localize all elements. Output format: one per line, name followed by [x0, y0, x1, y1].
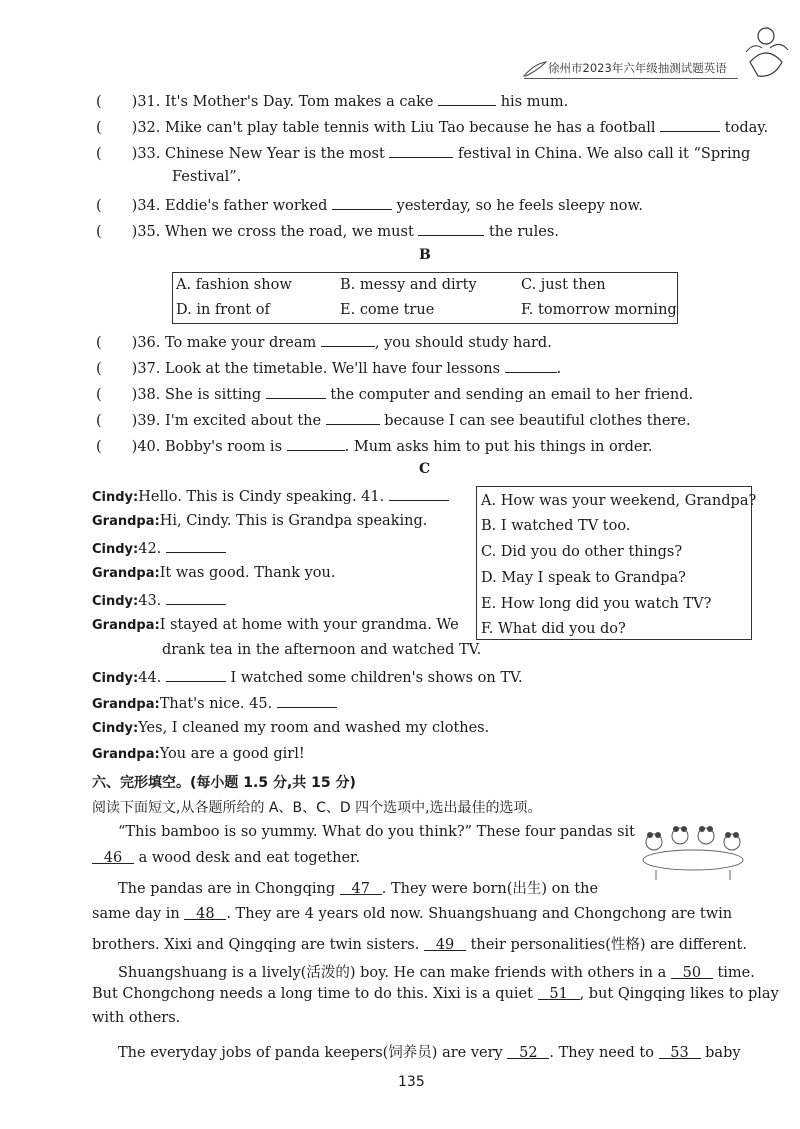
passage-text: . They are 4 years old now. Shuangshuang and Chongchong are twin — [226, 906, 733, 922]
speaker: Cindy: — [92, 542, 139, 557]
blank-51[interactable]: 51 — [538, 986, 580, 1000]
dialogue-text: It was good. Thank you. — [159, 565, 336, 581]
question-32 — [96, 118, 768, 136]
question-38 — [96, 385, 693, 403]
question-text: today. — [724, 120, 769, 136]
question-33 — [96, 144, 750, 162]
question-40 — [96, 437, 652, 455]
question-text: Look at the timetable. We'll have four lessons — [165, 361, 501, 377]
question-39 — [96, 411, 691, 429]
question-text: . Mum asks him to put his things in order. — [344, 439, 653, 455]
dialogue-line-5 — [92, 591, 226, 609]
option-c — [521, 277, 606, 293]
part-c-option-c: C. Did you do other things? — [481, 544, 683, 560]
passage-text: But Chongchong needs a long time to do this. Xixi is a quiet — [92, 986, 533, 1002]
option-text: just then — [540, 277, 606, 293]
option-text: tomorrow morning — [538, 302, 677, 318]
blank-53[interactable]: 53 — [659, 1045, 701, 1059]
passage-text: a wood desk and eat together. — [138, 850, 360, 866]
page-number: 135 — [398, 1074, 425, 1090]
blank-46[interactable]: 46 — [92, 850, 134, 864]
question-35 — [96, 222, 559, 240]
answer-blank[interactable] — [266, 385, 326, 399]
dialogue-text: That's nice. 45. — [159, 696, 273, 712]
speaker: Grandpa: — [92, 618, 160, 633]
passage-line-8: with others. — [92, 1010, 181, 1026]
passage-text: Shuangshuang is a lively(活泼的) boy. He can make friends with others in a — [118, 965, 667, 981]
passage-line-6 — [118, 961, 755, 982]
section-c-label: C — [419, 461, 431, 477]
speaker: Cindy: — [92, 671, 139, 686]
dialogue-text: Yes, I cleaned my room and washed my clothes. — [138, 720, 490, 736]
speaker: Cindy: — [92, 594, 139, 609]
dialogue-text: Hello. This is Cindy speaking. 41. — [138, 489, 385, 505]
passage-text: time. — [717, 965, 755, 981]
dialogue-text: drank tea in the afternoon and watched TV. — [162, 642, 482, 658]
question-text: festival in China. We also call it “Spring — [458, 146, 751, 162]
question-number: )32. — [131, 120, 161, 136]
pandas-illustration — [636, 820, 750, 882]
question-text: She is sitting — [165, 387, 262, 403]
option-key: E. — [340, 302, 356, 318]
option-b — [340, 277, 477, 293]
question-number: )34. — [131, 198, 161, 214]
question-text: When we cross the road, we must — [165, 224, 414, 240]
speaker: Grandpa: — [92, 566, 160, 581]
passage-line-5 — [92, 933, 747, 954]
answer-paren[interactable]: ( — [96, 94, 102, 110]
answer-blank[interactable] — [438, 92, 496, 106]
mascot-icon — [740, 22, 792, 84]
dialogue-text: Hi, Cindy. This is Grandpa speaking. — [159, 513, 428, 529]
question-text: Eddie's father worked — [165, 198, 328, 214]
option-text: in front of — [196, 302, 270, 318]
answer-blank[interactable] — [389, 487, 449, 501]
passage-text: The pandas are in Chongqing — [118, 881, 336, 897]
answer-paren[interactable]: ( — [96, 439, 102, 455]
speaker: Grandpa: — [92, 697, 160, 712]
speaker: Cindy: — [92, 490, 139, 505]
option-a — [176, 277, 292, 293]
answer-paren[interactable]: ( — [96, 335, 102, 351]
dialogue-line-1 — [92, 487, 449, 505]
answer-blank[interactable] — [660, 118, 720, 132]
option-key: A. — [176, 277, 192, 293]
answer-blank[interactable] — [505, 359, 557, 373]
answer-blank[interactable] — [418, 222, 484, 236]
question-text: , you should study hard. — [374, 335, 552, 351]
blank-47[interactable]: 47 — [340, 881, 382, 895]
option-d — [176, 302, 270, 318]
answer-blank[interactable] — [166, 591, 226, 605]
dialogue-line-9 — [92, 720, 489, 736]
part-c-option-a: A. How was your weekend, Grandpa? — [481, 493, 757, 509]
question-text: his mum. — [500, 94, 569, 110]
question-text: the rules. — [488, 224, 559, 240]
answer-paren[interactable]: ( — [96, 198, 102, 214]
question-34 — [96, 196, 643, 214]
question-36 — [96, 333, 552, 351]
answer-blank[interactable] — [166, 539, 226, 553]
option-key: D. — [176, 302, 192, 318]
question-number: )38. — [131, 387, 161, 403]
question-number: )36. — [131, 335, 161, 351]
question-text: yesterday, so he feels sleepy now. — [396, 198, 643, 214]
answer-blank[interactable] — [389, 144, 453, 158]
dialogue-line-2 — [92, 513, 427, 529]
option-text: come true — [359, 302, 435, 318]
passage-text: baby — [705, 1045, 741, 1061]
question-text: Mike can't play table tennis with Liu Tao because he has a football — [165, 120, 656, 136]
question-text: Chinese New Year is the most — [165, 146, 385, 162]
option-key: F. — [521, 302, 534, 318]
dialogue-line-7 — [92, 668, 523, 686]
question-text: It's Mother's Day. Tom makes a cake — [165, 94, 434, 110]
answer-paren[interactable]: ( — [96, 146, 102, 162]
passage-line-2 — [92, 850, 360, 866]
passage-text: brothers. Xixi and Qingqing are twin sisters. — [92, 937, 420, 953]
dialogue-text: You are a good girl! — [159, 746, 305, 762]
dialogue-text: I stayed at home with your grandma. We — [159, 617, 459, 633]
question-number: )33. — [131, 146, 161, 162]
question-text: Bobby's room is — [165, 439, 283, 455]
passage-text: , but Qingqing likes to play — [579, 986, 779, 1002]
answer-blank[interactable] — [332, 196, 392, 210]
dialogue-text: 44. — [138, 670, 162, 686]
question-number: )39. — [131, 413, 161, 429]
passage-text: their personalities(性格) are different. — [470, 937, 747, 953]
question-number: )31. — [131, 94, 161, 110]
question-37 — [96, 359, 561, 377]
dialogue-line-6-cont — [162, 642, 481, 658]
part-c-option-f: F. What did you do? — [481, 621, 626, 637]
passage-line-9 — [118, 1041, 741, 1062]
dialogue-line-8 — [92, 694, 337, 712]
feather-icon — [522, 60, 548, 78]
part-c-option-d: D. May I speak to Grandpa? — [481, 570, 686, 586]
blank-50[interactable]: 50 — [671, 965, 713, 979]
passage-line-1: “This bamboo is so yummy. What do you think?” These four pandas sit — [118, 824, 636, 840]
option-text: messy and dirty — [359, 277, 477, 293]
section-6-title: 六、完形填空。(每小题 1.5 分,共 15 分) — [92, 775, 356, 791]
speaker: Grandpa: — [92, 747, 160, 762]
dialogue-line-4 — [92, 565, 335, 581]
answer-paren[interactable]: ( — [96, 387, 102, 403]
passage-text: . They were born(出生) on the — [381, 881, 599, 897]
question-text: because I can see beautiful clothes there. — [384, 413, 691, 429]
answer-blank[interactable] — [166, 668, 226, 682]
part-c-option-e: E. How long did you watch TV? — [481, 596, 712, 612]
answer-blank[interactable] — [287, 437, 345, 451]
question-text: the computer and sending an email to her friend. — [330, 387, 694, 403]
section-6-instruction: 阅读下面短文,从各题所给的 A、B、C、D 四个选项中,选出最佳的选项。 — [92, 800, 542, 816]
question-number: )35. — [131, 224, 161, 240]
answer-paren[interactable]: ( — [96, 224, 102, 240]
header-text: 徐州市2023年六年级抽测试题英语 — [548, 61, 727, 75]
option-text: fashion show — [195, 277, 292, 293]
passage-text: same day in — [92, 906, 180, 922]
answer-blank[interactable] — [277, 694, 337, 708]
dialogue-text: 43. — [138, 593, 162, 609]
question-text: To make your dream — [165, 335, 317, 351]
header-rule — [524, 78, 738, 79]
section-b-label: B — [419, 247, 431, 263]
blank-48[interactable]: 48 — [184, 906, 226, 920]
passage-line-3 — [118, 877, 598, 898]
answer-blank[interactable] — [326, 411, 380, 425]
question-number: )37. — [131, 361, 161, 377]
passage-line-4 — [92, 906, 732, 922]
passage-line-7 — [92, 986, 779, 1002]
answer-paren[interactable]: ( — [96, 361, 102, 377]
question-text: Festival”. — [172, 169, 242, 185]
blank-49[interactable]: 49 — [424, 937, 466, 951]
page-header — [548, 60, 727, 76]
option-f — [521, 302, 677, 318]
passage-text: . They need to — [549, 1045, 654, 1061]
question-33-cont — [172, 169, 241, 185]
dialogue-line-3 — [92, 539, 226, 557]
dialogue-text: 42. — [138, 541, 162, 557]
answer-paren[interactable]: ( — [96, 413, 102, 429]
passage-text: The everyday jobs of panda keepers(饲养员) are very — [118, 1045, 503, 1061]
option-e — [340, 302, 434, 318]
speaker: Grandpa: — [92, 514, 160, 529]
part-c-options-box — [476, 486, 752, 640]
question-text: . — [556, 361, 562, 377]
option-key: C. — [521, 277, 537, 293]
answer-blank[interactable] — [321, 333, 375, 347]
question-number: )40. — [131, 439, 161, 455]
blank-52[interactable]: 52 — [507, 1045, 549, 1059]
part-c-option-b: B. I watched TV too. — [481, 518, 631, 534]
dialogue-line-6 — [92, 617, 459, 633]
question-text: I'm excited about the — [165, 413, 322, 429]
dialogue-text: I watched some children's shows on TV. — [230, 670, 523, 686]
answer-paren[interactable]: ( — [96, 120, 102, 136]
speaker: Cindy: — [92, 721, 139, 736]
dialogue-line-10 — [92, 746, 305, 762]
question-31 — [96, 92, 568, 110]
option-key: B. — [340, 277, 356, 293]
